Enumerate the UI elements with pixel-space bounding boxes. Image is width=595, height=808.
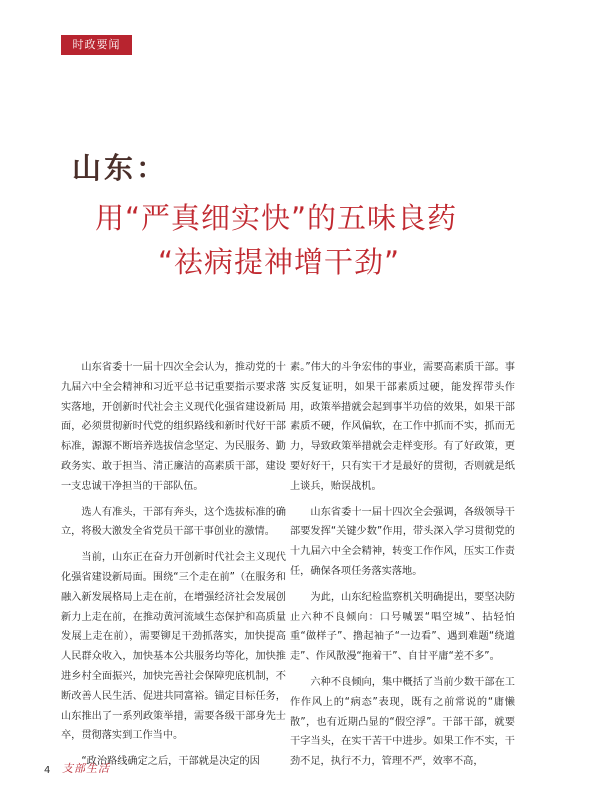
paragraph: 山东省委十一届十四次全会强调，各级领导干部要发挥“关键少数”作用，带头深入学习贯彻党的十九届六中全会精神，转变工作作风，压实工作责任，确保各项任务落实落地。 [290,506,515,577]
paragraph-continued: 素。”伟大的斗争宏伟的事业，需要高素质干部。事实反复证明，如果干部素质过硬，能发挥带头作用，政策举措就会起到事半功倍的效果，如果干部素质不硬，作风偏软，在工作中抓而不实，抓而无力，导致政策举措就会走样变形。有了好政策，更要好好干，只有实干才是最好的贯彻，否则就是纸上谈兵，贻误战机。 [290,362,515,492]
left-column [61,358,286,778]
paragraph: 当前，山东正在奋力开创新时代社会主义现代化强省建设新局面。围绕“三个走在前”（在服务和融入新发展格局上走在前，在增强经济社会发展创新力上走在前，在推动黄河流域生态保护和高质量发展上走在前），需要铆足干劲抓落实，加快提高人民群众收入，加快基本公共服务均等化，加快推进乡村全面振兴，加快完善社会保障兜底机制，不断改善人民生活、促进共同富裕。锚定目标任务，山东推出了一系列政策举措，需要各级干部身先士卒，贯彻落实到工作当中。 [61,552,286,742]
magazine-logo: 支部生活 [62,762,110,775]
paragraph: 为此，山东纪检监察机关明确提出，要坚决防止六种不良倾向：口号喊罢“唱空城”、拈轻怕重“做样子”、撸起袖子“一边看”、遇到难题“绕道走”、作风散漫“拖着干”、自甘平庸“差不多”。 [290,591,515,663]
headline-province: 山东： [72,151,169,185]
paragraph: 选人有准头，干部有奔头，这个选拔标准的确立，将极大激发全省党员干部干事创业的激情。 [61,506,286,538]
paragraph: 山东省委十一届十四次全会认为，推动党的十九届六中全会精神和习近平总书记重要指示要求落实落地，开创新时代社会主义现代化强省建设新局面，必须贯彻新时代党的组织路线和新时代好干部标准，源源不断培养选拔信念坚定、为民服务、勤政务实、敢于担当、清正廉洁的高素质干部，建设一支忠诚干净担当的干部队伍。 [61,362,286,492]
headline-line-2: 用“严真细实快”的五味良药 [95,201,458,235]
page-number: 4 [44,765,51,776]
section-tag: 时政要闻 [61,35,132,55]
paragraph: 六种不良倾向，集中概括了当前少数干部在工作作风上的“病态”表现，既有之前常说的“庸懒散”，也有近期凸显的“假空浮”。干部干部，就要干字当头，在实干苦干中进步。如果工作不实，干劲不足，执行不力，管理不严，效率不高， [290,676,515,768]
right-column [290,358,515,778]
headline-line-3: “祛病提神增干劲” [158,245,401,279]
paragraph: “政治路线确定之后，干部就是决定的因 [81,756,260,768]
